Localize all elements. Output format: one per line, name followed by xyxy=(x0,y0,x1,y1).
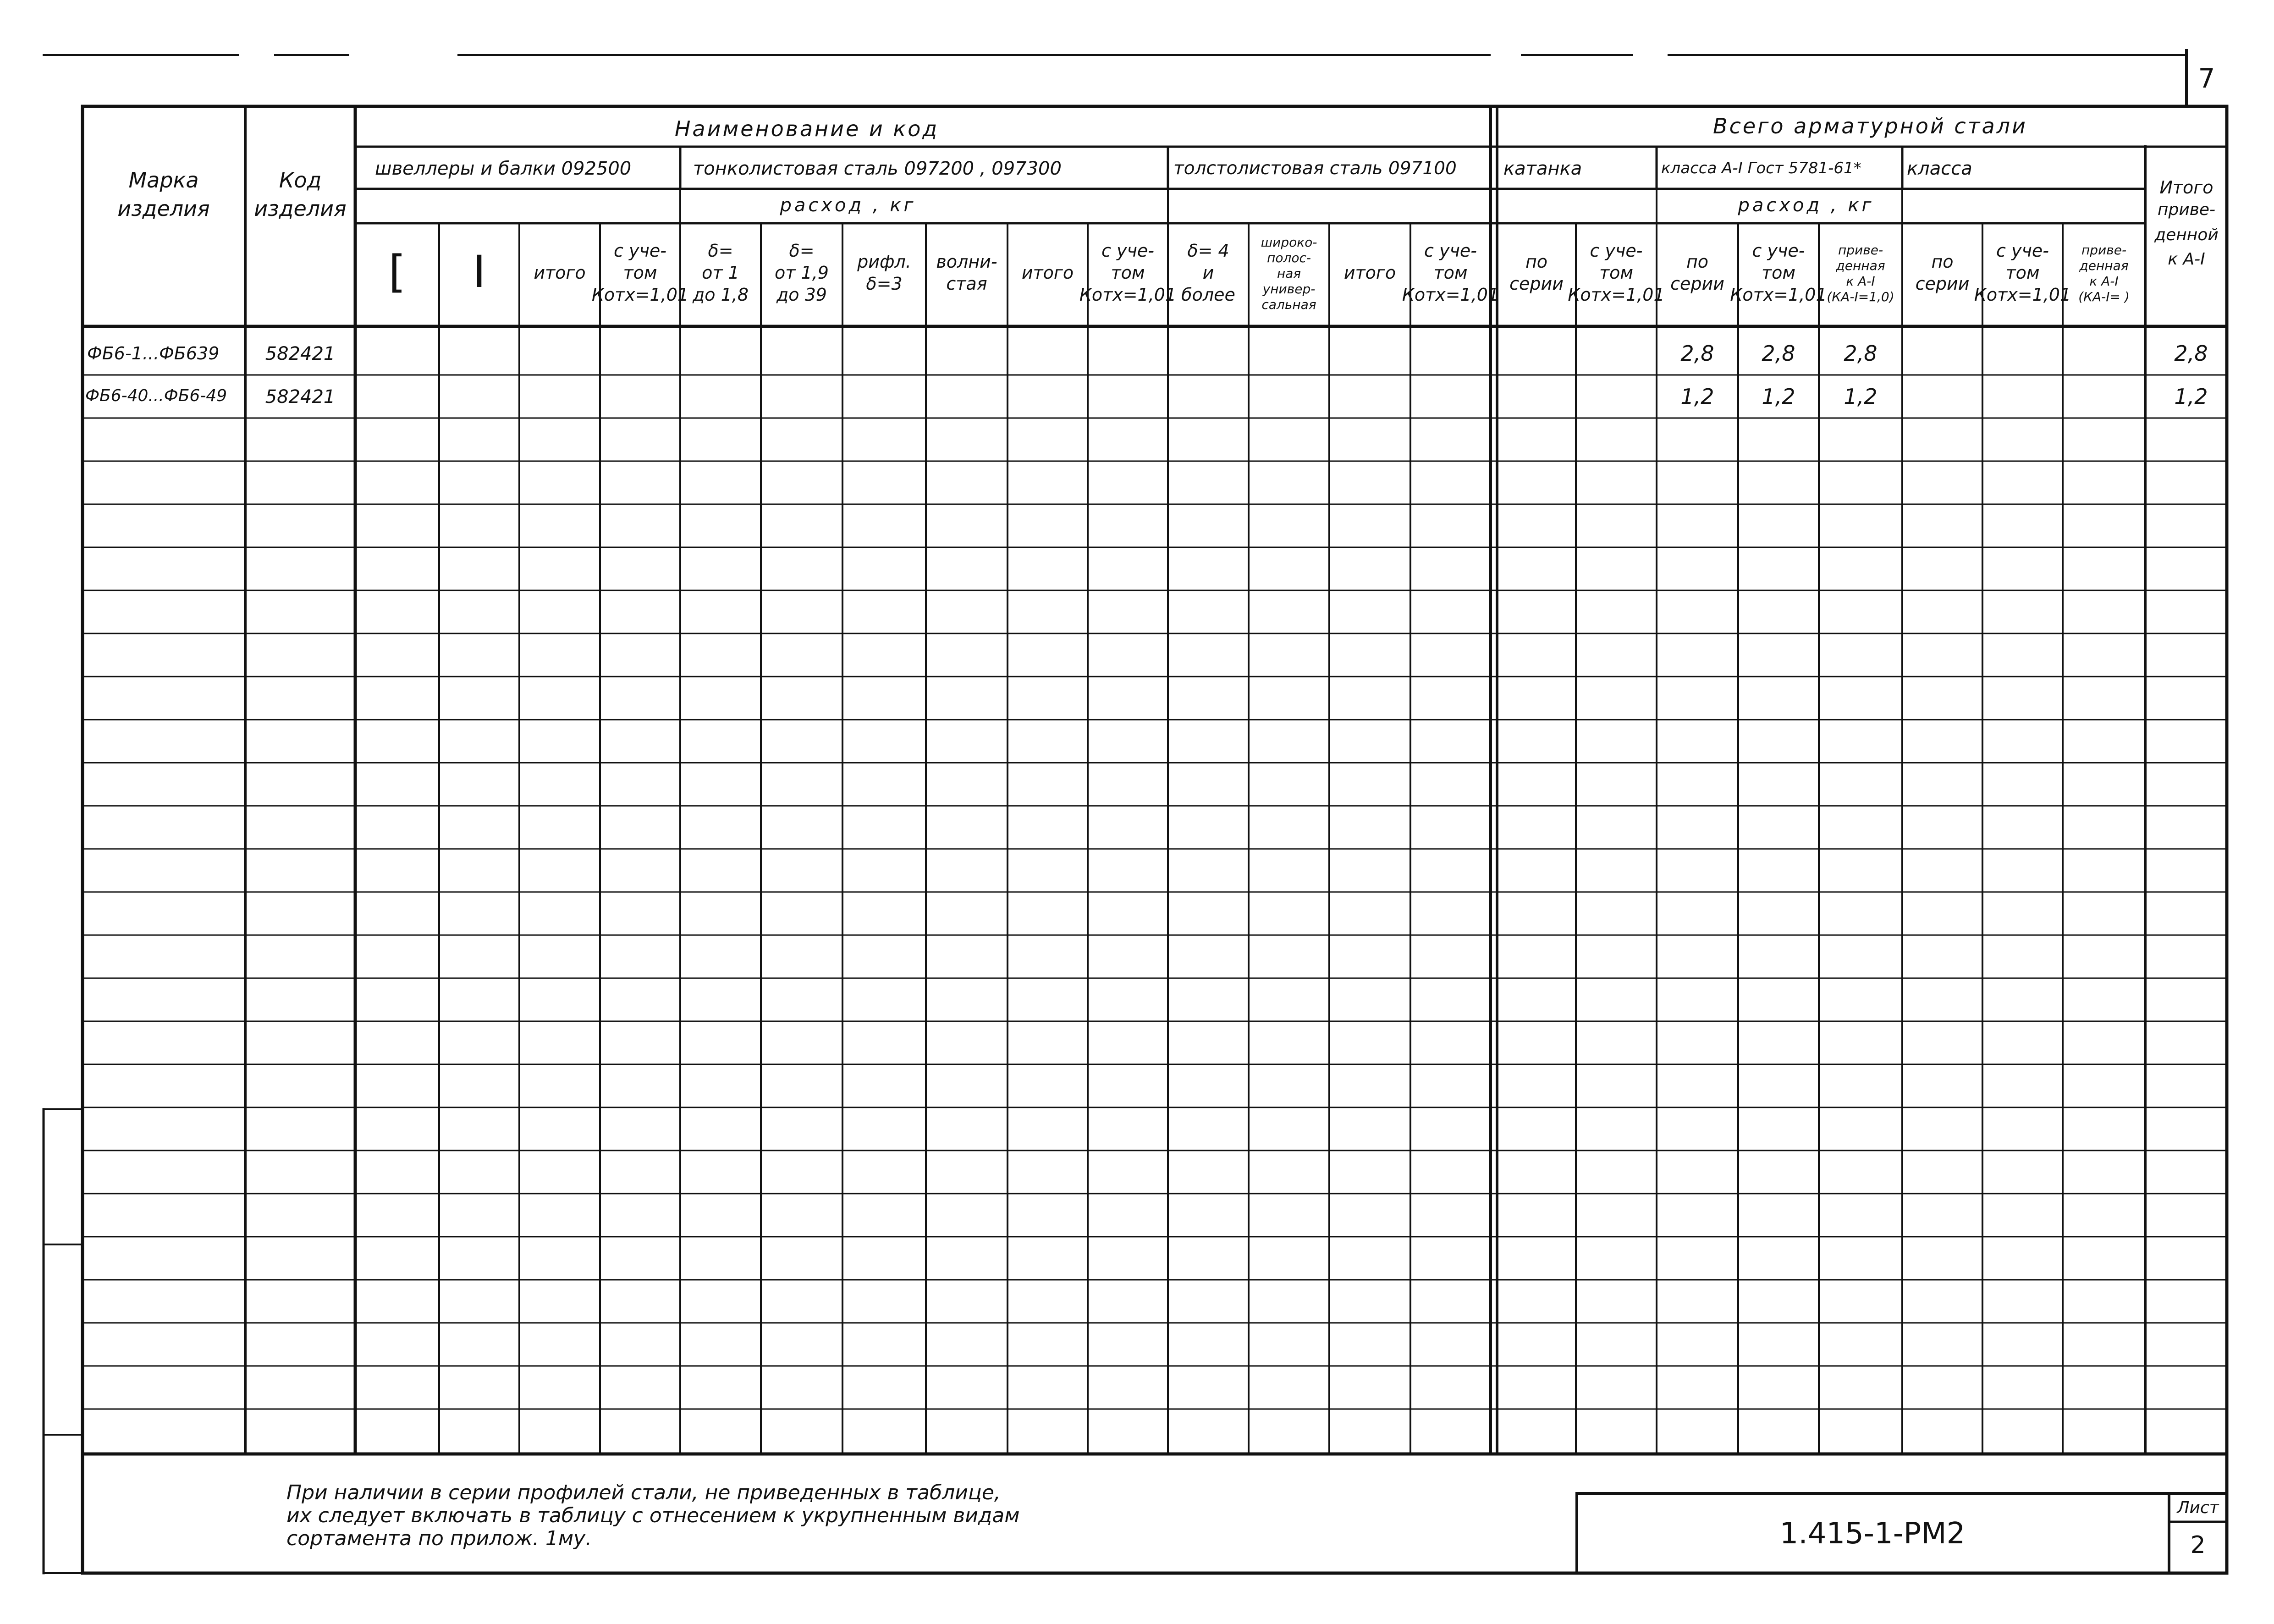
column-header-12-line-0: итого xyxy=(1343,263,1396,283)
column-header-11-line-2: ная xyxy=(1277,266,1301,281)
note-line2: их следует включать в таблицу с отнесением к укрупненным видам xyxy=(286,1504,1020,1527)
column-header-4-line-2: до 1,8 xyxy=(692,285,749,305)
row2-po-serii: 1,2 xyxy=(1680,384,1714,409)
column-header-1: I xyxy=(473,246,486,297)
group-thin-sheet: тонколистовая сталь 097200 , 097300 xyxy=(693,158,1062,179)
group-channels: швеллеры и балки 092500 xyxy=(375,158,632,179)
column-header-14-line-0: по xyxy=(1525,252,1548,272)
column-header-15-line-2: Котх=1,01 xyxy=(1568,285,1665,305)
column-header-11-line-4: сальная xyxy=(1261,297,1316,312)
column-header-13-line-2: Котх=1,01 xyxy=(1402,285,1499,305)
mark-header-line2: изделия xyxy=(117,196,210,221)
column-header-11-line-0: широко- xyxy=(1261,235,1317,250)
column-header-2-line-0: итого xyxy=(534,263,586,283)
row2-mark: ФБ6-40...ФБ6-49 xyxy=(85,386,227,405)
row1-po-serii: 2,8 xyxy=(1680,341,1714,366)
column-header-9-line-1: том xyxy=(1111,263,1145,283)
stamp-sheet-number: 2 xyxy=(2190,1531,2206,1559)
column-header-20-line-0: с уче- xyxy=(1996,241,2049,261)
column-header-3-line-0: с уче- xyxy=(613,241,667,261)
final-total-header-2: приве- xyxy=(2157,200,2216,219)
final-total-header-1: Итого xyxy=(2159,177,2213,198)
column-header-20-line-1: том xyxy=(2005,263,2040,283)
row1-privedennaya: 2,8 xyxy=(1844,341,1878,366)
column-header-17-line-0: с уче- xyxy=(1752,241,1805,261)
group-class-a1: класса А-I Гост 5781-61* xyxy=(1661,159,1861,177)
column-header-16-line-1: серии xyxy=(1670,274,1724,294)
consumption-right: расход , кг xyxy=(1738,195,1874,216)
column-header-6-line-0: рифл. xyxy=(857,252,911,272)
column-header-18-line-3: (КА-I=1,0) xyxy=(1827,289,1894,304)
column-header-17-line-2: Котх=1,01 xyxy=(1730,285,1827,305)
column-header-10-line-0: δ= 4 xyxy=(1187,241,1229,261)
column-header-16-line-0: по xyxy=(1686,252,1709,272)
mark-header-line1: Марка xyxy=(128,168,199,193)
row1-itogo: 2,8 xyxy=(2174,341,2208,366)
row2-itogo: 1,2 xyxy=(2174,384,2208,409)
group-wire-rod: катанка xyxy=(1503,158,1582,179)
column-header-3-line-1: том xyxy=(623,263,657,283)
final-total-header-4: к А-I xyxy=(2168,250,2205,269)
column-header-19-line-1: серии xyxy=(1915,274,1970,294)
column-header-4-line-0: δ= xyxy=(708,241,733,261)
row1-s-uchetom: 2,8 xyxy=(1762,341,1795,366)
column-header-3-line-2: Котх=1,01 xyxy=(591,285,689,305)
stamp-sheet-label: Лист xyxy=(2177,1498,2219,1517)
column-header-9-line-2: Котх=1,01 xyxy=(1079,285,1177,305)
column-header-6-line-1: δ=3 xyxy=(866,274,903,294)
group-thick-sheet: толстолистовая сталь 097100 xyxy=(1173,158,1457,179)
column-header-13-line-0: с уче- xyxy=(1424,241,1477,261)
name-and-code-header: Наименование и код xyxy=(674,116,939,141)
column-header-14-line-1: серии xyxy=(1509,274,1564,294)
column-header-9-line-0: с уче- xyxy=(1101,241,1155,261)
column-header-11-line-1: полос- xyxy=(1267,250,1311,265)
column-header-8-line-0: итого xyxy=(1021,263,1074,283)
column-header-21-line-3: (КА-I= ) xyxy=(2078,289,2130,304)
row2-s-uchetom: 1,2 xyxy=(1762,384,1795,409)
column-header-10-line-1: и xyxy=(1202,263,1214,283)
column-header-21-line-1: денная xyxy=(2079,258,2129,273)
row2-privedennaya: 1,2 xyxy=(1844,384,1878,409)
note-line3: сортамента по прилож. 1му. xyxy=(286,1527,592,1550)
column-header-18-line-0: приве- xyxy=(1838,242,1883,258)
page-number: 7 xyxy=(2198,63,2215,94)
column-header-7-line-1: стая xyxy=(946,274,987,294)
column-header-4-line-1: от 1 xyxy=(702,263,739,283)
final-total-header-3: денной xyxy=(2154,226,2219,244)
column-header-18-line-2: к А-I xyxy=(1846,274,1875,289)
row1-code: 582421 xyxy=(265,343,336,364)
consumption-left: расход , кг xyxy=(780,195,916,216)
column-header-10-line-2: более xyxy=(1181,285,1235,305)
column-header-18-line-1: денная xyxy=(1836,258,1885,273)
row1-mark: ФБ6-1...ФБ639 xyxy=(87,343,220,363)
group-class: класса xyxy=(1907,158,1972,179)
column-header-21-line-2: к А-I xyxy=(2089,274,2119,289)
note-line1: При наличии в серии профилей стали, не приведенных в таблице, xyxy=(286,1481,1001,1504)
column-header-5-line-2: до 39 xyxy=(776,285,827,305)
column-header-5-line-1: от 1,9 xyxy=(775,263,829,283)
column-header-19-line-0: по xyxy=(1931,252,1954,272)
total-rebar-header: Всего арматурной стали xyxy=(1713,114,2027,138)
column-header-13-line-1: том xyxy=(1433,263,1468,283)
column-header-17-line-1: том xyxy=(1761,263,1796,283)
column-header-11-line-3: универ- xyxy=(1262,281,1316,297)
column-header-15-line-0: с уче- xyxy=(1590,241,1643,261)
column-header-20-line-2: Котх=1,01 xyxy=(1974,285,2071,305)
column-header-0: [ xyxy=(388,246,406,297)
code-header-line1: Код xyxy=(279,168,322,193)
column-header-21-line-0: приве- xyxy=(2081,242,2127,258)
row2-code: 582421 xyxy=(265,386,336,407)
stamp-designation: 1.415-1-РМ2 xyxy=(1779,1517,1966,1551)
code-header-line2: изделия xyxy=(254,196,347,221)
column-header-15-line-1: том xyxy=(1599,263,1634,283)
column-header-5-line-0: δ= xyxy=(789,241,815,261)
column-header-7-line-0: волни- xyxy=(936,252,997,272)
